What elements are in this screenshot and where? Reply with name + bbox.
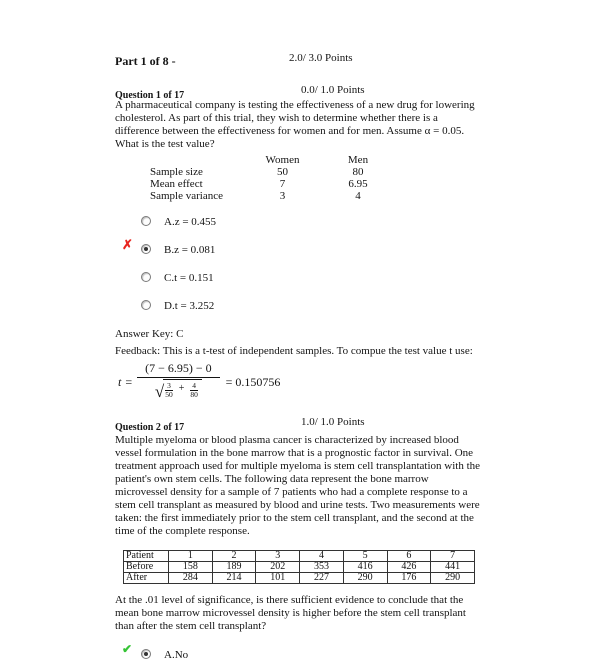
- stats-row-sample-variance: Sample variance 3 4: [150, 190, 361, 202]
- table-row-patient: Patient 1 2 3 4 5 6 7: [124, 551, 475, 562]
- question-2-text: Multiple myeloma or blood plasma cancer is characterized by increased blood vessel formulation in the bone marrow that is a prognostic factor in survival. One treatment approach used for multiple myeloma is stem cell transplantation with the patient's own stem cells. The following data represent the bone marrow microvessel density for a sample of 7 patients who had a complete response to a stem cell transplant as measured by blood and urine tests. Two measurements were taken: the first immediately prior to the stem cell transplant, and the second at the time of the complete response.: [115, 434, 481, 538]
- option-label: A.z = 0.455: [164, 216, 217, 228]
- formula-lhs: t: [118, 374, 122, 389]
- radio-button[interactable]: [141, 244, 151, 254]
- feedback-text: Feedback: This is a t-test of independent samples. To compue the test value t use:: [115, 345, 473, 357]
- question-2-prompt: At the .01 level of significance, is there sufficient evidence to conclude that the mean bone marrow microvessel density is higher before the stem cell transplant than after the stem cell transplant?: [115, 594, 466, 633]
- option-label: A.No: [164, 649, 189, 662]
- option-label: D.t = 3.252: [164, 300, 215, 312]
- feedback-formula: t = (7 − 6.95) − 0 √ $\frac{3}{50}$ + $\frac{4}{80}$ = 0.150756: [118, 361, 281, 402]
- q1-option-d: [141, 296, 580, 314]
- question-1-text: A pharmaceutical company is testing the effectiveness of a new drug for lowering cholesterol. As part of this trial, they wish to determine whether there is a difference between the effectiveness for women and for men. Assume α = 0.05. What is the test value?: [115, 99, 475, 150]
- radio-button[interactable]: [141, 300, 151, 310]
- option-label: B.z = 0.081: [164, 244, 216, 256]
- formula-result: = 0.150756: [225, 374, 281, 389]
- correct-mark-icon: ✔: [122, 642, 133, 657]
- table-row-before: Before 158 189 202 353 416 426 441: [124, 562, 475, 573]
- q1-option-a: [141, 212, 580, 230]
- q1-option-b: [122, 237, 580, 258]
- part-title: Part 1 of 8 -: [115, 54, 176, 68]
- part-header: [115, 52, 580, 66]
- incorrect-mark-icon: ✗: [122, 237, 133, 252]
- question-2-points: 1.0/ 1.0 Points: [301, 416, 365, 429]
- q1-stats-table: [150, 154, 580, 202]
- question-1-header: [115, 85, 580, 99]
- fraction-4-80: $\frac{4}{80}$: [190, 381, 198, 399]
- q1-option-c: [141, 268, 580, 286]
- question-2-header: [115, 416, 580, 434]
- stats-header-row: [150, 154, 580, 166]
- question-1-title: Question 1 of 17: [115, 90, 185, 101]
- stats-row-mean-effect: Mean effect 7 6.95: [150, 178, 368, 190]
- table-row-after: After 284 214 101 227 290 176 290: [124, 573, 475, 584]
- q2-data-table: [123, 550, 475, 584]
- radio-button[interactable]: [141, 272, 151, 282]
- part-points: 2.0/ 3.0 Points: [289, 52, 353, 64]
- stats-col-women: Women: [265, 154, 300, 166]
- question-2-title: Question 2 of 17: [115, 422, 185, 434]
- q2-option-a: [122, 642, 580, 663]
- q2-options: [115, 642, 580, 663]
- radio-button[interactable]: [141, 216, 151, 226]
- formula-numerator: (7 − 6.95) − 0: [137, 361, 220, 378]
- fraction-3-50: $\frac{3}{50}$: [165, 381, 173, 399]
- stats-row-sample-size: Sample size 50 80: [150, 166, 364, 178]
- question-1-points: 0.0/ 1.0 Points: [301, 84, 365, 96]
- option-label: C.t = 0.151: [164, 272, 214, 284]
- radicand: $\frac{3}{50}$ + $\frac{4}{80}$: [163, 379, 202, 399]
- sqrt-symbol: √: [154, 382, 165, 402]
- formula-denominator: [137, 378, 220, 403]
- stats-col-men: Men: [347, 154, 369, 166]
- formula-fraction: [137, 361, 220, 403]
- q1-options: [115, 212, 580, 314]
- question-1-section: [115, 85, 580, 403]
- radio-button[interactable]: [141, 649, 151, 659]
- question-2-section: [115, 417, 580, 663]
- answer-key: Answer Key: C: [115, 328, 184, 340]
